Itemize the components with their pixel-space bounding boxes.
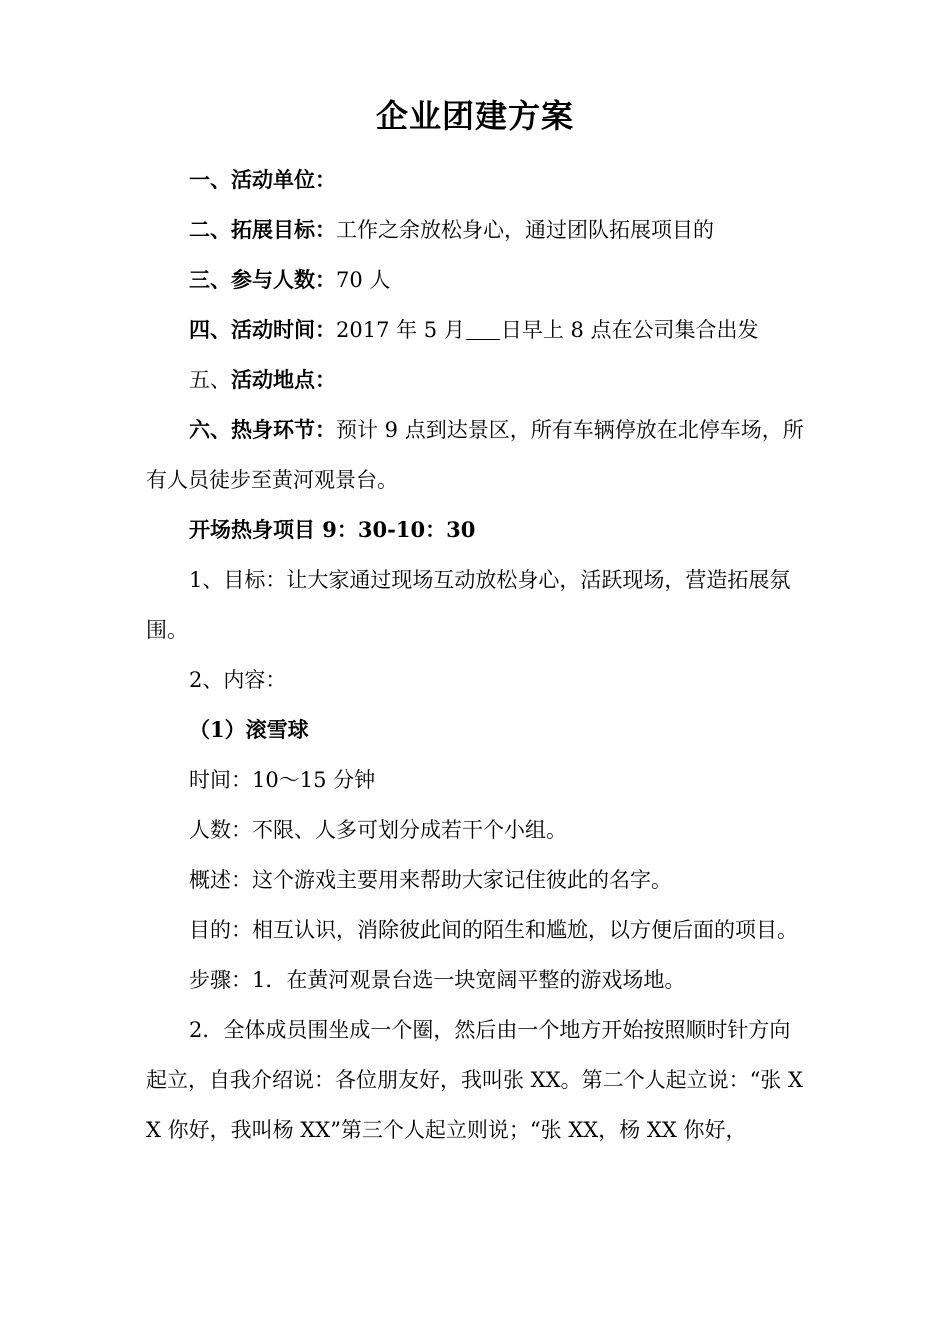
time-paragraph: 时间：10～15 分钟: [189, 768, 376, 792]
section-text: 预计 9 点到达景区，所有车辆停放在北停车场，所有人员徒步至黄河观景台。: [146, 418, 804, 492]
game-title: （1）滚雪球: [189, 717, 309, 742]
section-activity-location: [146, 355, 811, 405]
warmup-heading: 开场热身项目 9：30-10：30: [189, 517, 476, 542]
section-label: 四、活动时间：: [189, 317, 336, 342]
section-label: 六、热身环节：: [189, 417, 336, 442]
section-activity-time: [146, 305, 811, 355]
document-body: [146, 155, 811, 1155]
section-activity-unit: [146, 155, 811, 205]
section-text: 工作之余放松身心，通过团队拓展项目的: [336, 218, 714, 242]
section-label: 二、拓展目标：: [189, 217, 336, 242]
step2-paragraph: 2．全体成员围坐成一个圈，然后由一个地方开始按照顺时针方向起立，自我介绍说：各位朋友好，我叫张 XX。第二个人起立说：“张 XX 你好，我叫杨 XX”第三个人起立则说；“张 XX，杨 XX 你好，: [146, 1018, 803, 1142]
section-text: 日早上 8 点在公司集合出发: [500, 318, 759, 342]
content-paragraph: 2、内容：: [189, 668, 287, 692]
overview-paragraph: 概述：这个游戏主要用来帮助大家记住彼此的名字。: [189, 868, 672, 892]
page-title: 企业团建方案: [375, 97, 574, 135]
section-label: 三、参与人数：: [189, 267, 336, 292]
section-text: 70 人: [336, 268, 391, 292]
section-label: 活动地点：: [231, 367, 336, 392]
section-label-number: 五、: [189, 368, 231, 392]
purpose-paragraph: 目的：相互认识，消除彼此间的陌生和尴尬，以方便后面的项目。: [189, 918, 798, 942]
section-expansion-goal: [146, 205, 811, 255]
section-text: 2017 年 5 月: [336, 318, 465, 342]
people-paragraph: 人数：不限、人多可划分成若干个小组。: [189, 818, 567, 842]
section-warmup: [146, 405, 811, 505]
blank-underline: [466, 319, 500, 340]
section-participants: [146, 255, 811, 305]
step1-paragraph: 步骤：1．在黄河观景台选一块宽阔平整的游戏场地。: [189, 968, 686, 992]
section-label: 一、活动单位：: [189, 167, 336, 192]
goal-paragraph: 1、目标：让大家通过现场互动放松身心，活跃现场，营造拓展氛围。: [146, 568, 791, 642]
